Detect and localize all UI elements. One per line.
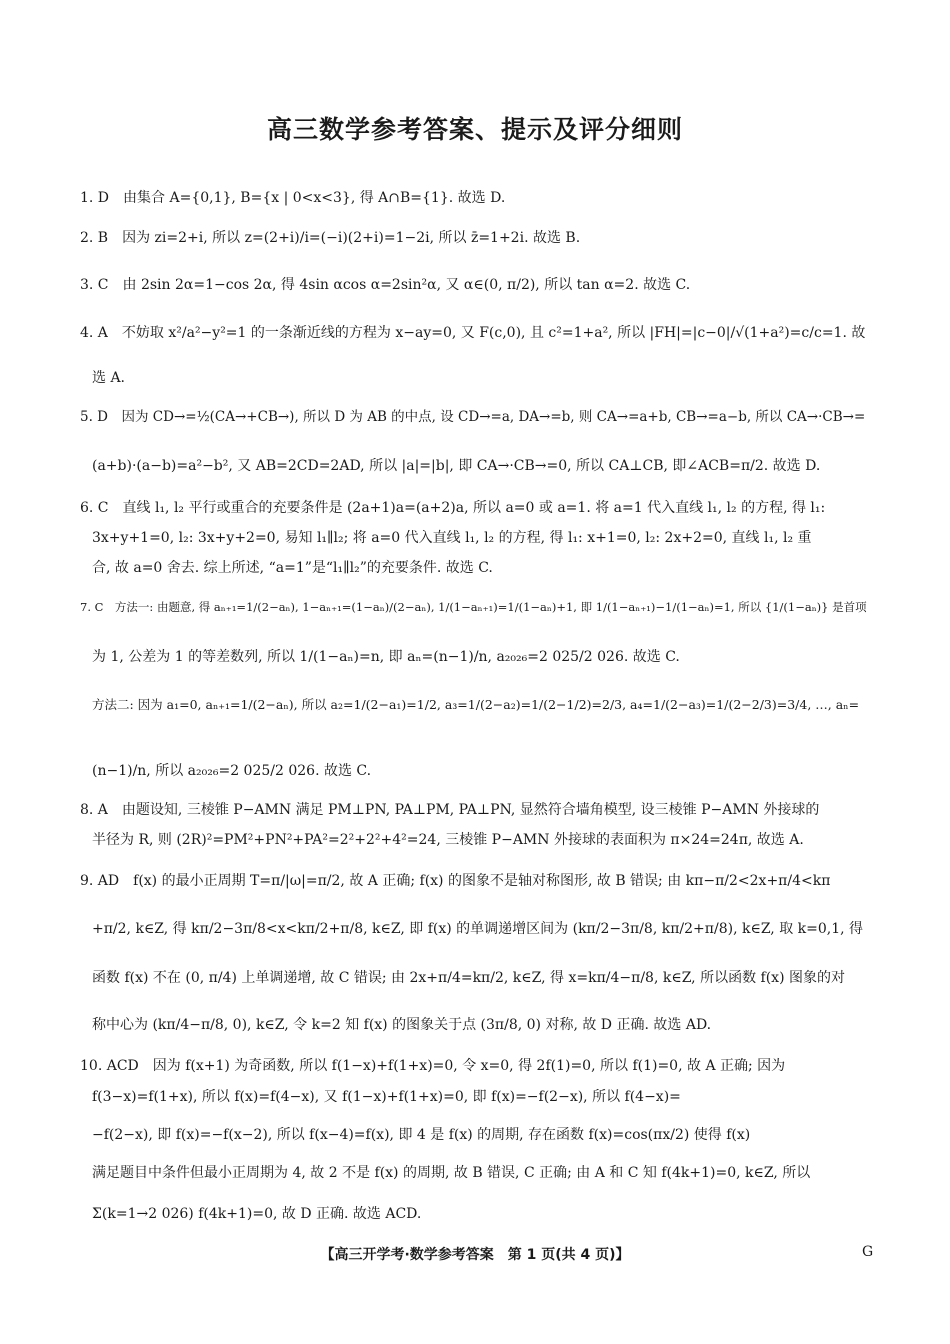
answer-line-12: 为 1, 公差为 1 的等差数列, 所以 1/(1−aₙ)=n, 即 aₙ=(n−1)/n, a₂₀₂₆=2 025/2 026. 故选 C. bbox=[92, 649, 680, 665]
answer-line-14: (n−1)/n, 所以 a₂₀₂₆=2 025/2 026. 故选 C. bbox=[92, 763, 372, 779]
answer-line-25: Σ(k=1→2 026) f(4k+1)=0, 故 D 正确. 故选 ACD. bbox=[92, 1206, 422, 1222]
answer-line-13: 方法二: 因为 a₁=0, aₙ₊₁=1/(2−aₙ), 所以 a₂=1/(2−a₁)=1/2, a₃=1/(2−a₂)=1/(2−1/2)=2/3, a₄=1/(2−a₃)=1/(2−2/3)=3/4, …, aₙ= bbox=[92, 697, 860, 712]
page-title: 高三数学参考答案、提示及评分细则 bbox=[266, 115, 683, 144]
answer-line-5: 选 A. bbox=[92, 370, 126, 386]
answer-line-24: 满足题目中条件但最小正周期为 4, 故 2 不是 f(x) 的周期, 故 B 错误, C 正确; 由 A 和 C 知 f(4k+1)=0, k∈Z, 所以 bbox=[92, 1165, 811, 1181]
answer-line-8: 6. C 直线 l₁, l₂ 平行或重合的充要条件是 (2a+1)a=(a+2)a, 所以 a=0 或 a=1. 将 a=1 代入直线 l₁, l₂ 的方程, 得 l₁: bbox=[80, 500, 826, 516]
answer-line-23: −f(2−x), 即 f(x)=−f(x−2), 所以 f(x−4)=f(x), 即 4 是 f(x) 的周期, 存在函数 f(x)=cos(πx/2) 使得 f(x) bbox=[92, 1127, 751, 1143]
answer-line-15: 8. A 由题设知, 三棱锥 P−AMN 满足 PM⊥PN, PA⊥PM, PA⊥PN, 显然符合墙角模型, 设三棱锥 P−AMN 外接球的 bbox=[80, 802, 820, 818]
answer-line-16: 半径为 R, 则 (2R)²=PM²+PN²+PA²=2²+2²+4²=24, 三棱锥 P−AMN 外接球的表面积为 π×24=24π, 故选 A. bbox=[92, 832, 804, 848]
answer-line-22: f(3−x)=f(1+x), 所以 f(x)=f(4−x), 又 f(1−x)+f(1+x)=0, 即 f(x)=−f(2−x), 所以 f(4−x)= bbox=[92, 1089, 681, 1105]
answer-line-3: 3. C 由 2sin 2α=1−cos 2α, 得 4sin αcos α=2sin²α, 又 α∈(0, π/2), 所以 tan α=2. 故选 C. bbox=[80, 277, 691, 293]
answer-line-6: 5. D 因为 CD→=½(CA→+CB→), 所以 D 为 AB 的中点, 设 CD→=a, DA→=b, 则 CA→=a+b, CB→=a−b, 所以 CA→·CB→= bbox=[80, 409, 866, 425]
answer-line-20: 称中心为 (kπ/4−π/8, 0), k∈Z, 令 k=2 知 f(x) 的图象关于点 (3π/8, 0) 对称, 故 D 正确. 故选 AD. bbox=[92, 1017, 712, 1033]
answer-line-11: 7. C 方法一: 由题意, 得 aₙ₊₁=1/(2−aₙ), 1−aₙ₊₁=(1−aₙ)/(2−aₙ), 1/(1−aₙ₊₁)=1/(1−aₙ)+1, 即 1/(1−aₙ₊₁)−1/(1−aₙ)=1, 所以 {1/(1−aₙ)} 是首项 bbox=[80, 600, 867, 614]
corner-mark: G bbox=[862, 1244, 874, 1260]
answer-line-9: 3x+y+1=0, l₂: 3x+y+2=0, 易知 l₁∥l₂; 将 a=0 代入直线 l₁, l₂ 的方程, 得 l₁: x+1=0, l₂: 2x+2=0, 直线 l₁, l₂ 重 bbox=[92, 530, 812, 546]
answer-line-1: 1. D 由集合 A={0,1}, B={x | 0<x<3}, 得 A∩B={1}. 故选 D. bbox=[80, 190, 506, 206]
answer-line-10: 合, 故 a=0 舍去. 综上所述, “a=1”是“l₁∥l₂”的充要条件. 故选 C. bbox=[92, 560, 493, 576]
answer-line-17: 9. AD f(x) 的最小正周期 T=π/|ω|=π/2, 故 A 正确; f(x) 的图象不是轴对称图形, 故 B 错误; 由 kπ−π/2<2x+π/4<kπ bbox=[80, 873, 831, 889]
answer-line-21: 10. ACD 因为 f(x+1) 为奇函数, 所以 f(1−x)+f(1+x)=0, 令 x=0, 得 2f(1)=0, 所以 f(1)=0, 故 A 正确; 因为 bbox=[80, 1058, 786, 1074]
answer-line-4: 4. A 不妨取 x²/a²−y²=1 的一条渐近线的方程为 x−ay=0, 又 F(c,0), 且 c²=1+a², 所以 |FH|=|c−0|/√(1+a²)=c/c=1. 故 bbox=[80, 325, 866, 341]
page-footer: 【高三开学考·数学参考答案 第 1 页(共 4 页)】 bbox=[320, 1247, 630, 1263]
answer-line-19: 函数 f(x) 不在 (0, π/4) 上单调递增, 故 C 错误; 由 2x+π/4=kπ/2, k∈Z, 得 x=kπ/4−π/8, k∈Z, 所以函数 f(x) 图象的对 bbox=[92, 970, 845, 986]
answer-line-2: 2. B 因为 zi=2+i, 所以 z=(2+i)/i=(−i)(2+i)=1−2i, 所以 z̄=1+2i. 故选 B. bbox=[80, 230, 581, 246]
answer-line-18: +π/2, k∈Z, 得 kπ/2−3π/8<x<kπ/2+π/8, k∈Z, 即 f(x) 的单调递增区间为 (kπ/2−3π/8, kπ/2+π/8), k∈Z, 取 k=0,1, 得 bbox=[92, 921, 864, 937]
answer-line-7: (a+b)·(a−b)=a²−b², 又 AB=2CD=2AD, 所以 |a|=|b|, 即 CA→·CB→=0, 所以 CA⊥CB, 即∠ACB=π/2. 故选 D. bbox=[92, 458, 821, 474]
